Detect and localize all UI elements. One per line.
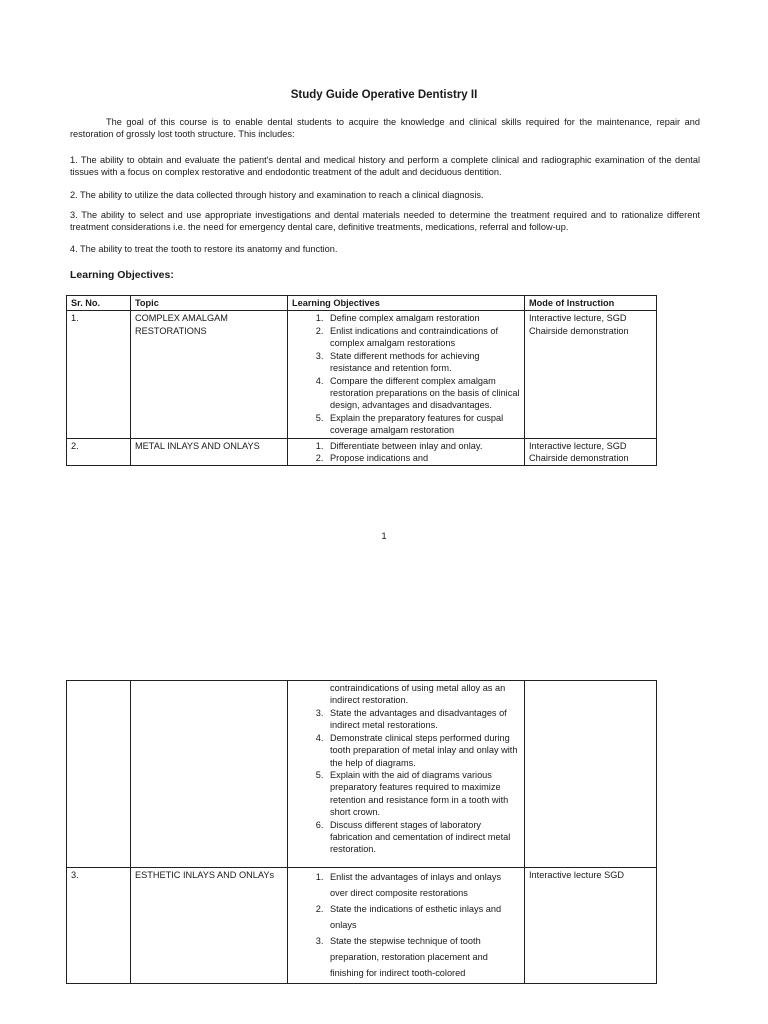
row-sr-no: 2. (67, 438, 131, 466)
row-objectives (288, 681, 525, 868)
row-objectives (288, 867, 525, 983)
objective-item: 1. Differentiate between inlay and onlay. (326, 440, 520, 452)
objective-item: 4. Compare the different complex amalgam restoration preparations on the basis of clinical design, advantages and disadvantages. (326, 375, 520, 412)
goal-point-2: 2. The ability to utilize the data collected through history and examination to reach a clinical diagnosis. (70, 190, 484, 200)
row-sr-no: 1. (67, 311, 131, 438)
mode-line: Interactive lecture, SGD (529, 440, 627, 451)
page-number: 1 (381, 531, 387, 542)
row-objectives (288, 438, 525, 466)
row-objectives (288, 311, 525, 438)
objective-item: 2. Enlist indications and contraindications of complex amalgam restorations (326, 325, 520, 350)
objective-item: 3. State the stepwise technique of tooth preparation, restoration placement and finishing for indirect tooth-colored (326, 933, 520, 981)
header-mode: Mode of Instruction (525, 296, 657, 311)
objective-item: 3. State different methods for achieving resistance and retention form. (326, 350, 520, 375)
document-page-2 (0, 680, 768, 1024)
row-topic: COMPLEX AMALGAM RESTORATIONS (131, 311, 288, 438)
objective-item: 1. Define complex amalgam restoration (326, 312, 520, 324)
row-mode (525, 681, 657, 868)
objective-item: 5. Explain the preparatory features for cuspal coverage amalgam restoration (326, 412, 520, 437)
objective-item: 6. Discuss different stages of laboratory fabrication and cementation of indirect metal restoration. (326, 819, 520, 856)
row-mode (525, 867, 657, 983)
mode-line: Chairside demonstration (529, 325, 629, 336)
row-mode (525, 438, 657, 466)
row-sr-no (67, 681, 131, 868)
document-title: Study Guide Operative Dentistry II (290, 89, 478, 101)
objective-item: 3. State the advantages and disadvantages of indirect metal restorations. (326, 707, 520, 732)
goal-point-4: 4. The ability to treat the tooth to restore its anatomy and function. (70, 244, 338, 254)
row-sr-no: 3. (67, 867, 131, 983)
header-learning-objectives: Learning Objectives (288, 296, 525, 311)
objective-item: 2. State the indications of esthetic inlays and onlays (326, 901, 520, 933)
mode-line: Chairside demonstration (529, 453, 629, 464)
intro-paragraph: The goal of this course is to enable dental students to acquire the knowledge and clinical skills required for the maintenance, repair and restoration of grossly lost tooth structure. This includes: (70, 117, 700, 140)
goal-point-3: 3. The ability to select and use appropriate investigations and dental materials needed to determine the treatment required and to rationalize different treatment considerations i.e. the need for emergency dental care, definitive treatments, medications, referral and follow-up. (70, 210, 700, 233)
table-header-row (67, 296, 657, 311)
learning-objectives-heading: Learning Objectives: (70, 269, 174, 281)
objectives-table (66, 295, 657, 466)
row-mode (525, 311, 657, 438)
goal-point-1: 1. The ability to obtain and evaluate the patient's dental and medical history and perform a complete clinical and radiographic examination of the dental tissues with a focus on complex restorative and endodontic treatment of the adult and deciduous dentition. (70, 155, 700, 178)
table-row (67, 311, 657, 438)
header-sr-no: Sr. No. (67, 296, 131, 311)
table-row (67, 867, 657, 983)
objective-item: 1. Enlist the advantages of inlays and onlays over direct composite restorations (326, 869, 520, 901)
objective-item: 4. Demonstrate clinical steps performed during tooth preparation of metal inlay and onlay with the help of diagrams. (326, 732, 520, 769)
mode-line: Interactive lecture SGD (529, 869, 624, 880)
row-topic (131, 681, 288, 868)
row-topic: METAL INLAYS AND ONLAYS (131, 438, 288, 466)
mode-line: Interactive lecture, SGD (529, 313, 627, 324)
objective-item: 2. Propose indications and (326, 452, 520, 464)
table-row (67, 438, 657, 466)
table-row (67, 681, 657, 868)
objectives-table-continued (66, 680, 657, 984)
objective-item: 5. Explain with the aid of diagrams various preparatory features required to maximize retention and resistance form in a tooth with short crown. (326, 769, 520, 819)
objective-continuation: contraindications of using metal alloy as an indirect restoration. (330, 683, 506, 706)
row-topic: ESTHETIC INLAYS AND ONLAYs (131, 867, 288, 983)
header-topic: Topic (131, 296, 288, 311)
